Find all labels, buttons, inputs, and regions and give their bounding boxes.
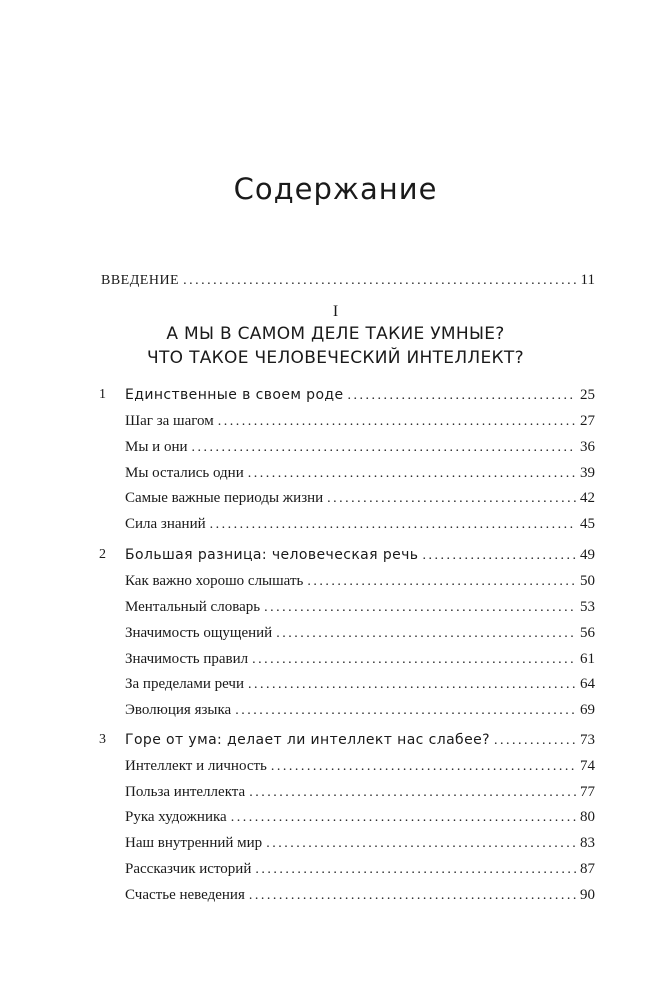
dot-leader (266, 833, 576, 855)
section-page: 50 (580, 573, 595, 589)
section-page: 90 (580, 887, 595, 903)
dot-leader (183, 270, 576, 292)
toc-section (125, 699, 595, 721)
section-page: 87 (580, 861, 595, 877)
toc-section (125, 673, 595, 695)
section-title: Рассказчик историй (125, 861, 252, 877)
chapter-page: 49 (580, 547, 595, 563)
dot-leader (249, 782, 576, 804)
section-page: 61 (580, 651, 595, 667)
dot-leader (348, 385, 576, 407)
toc-section (125, 436, 595, 458)
toc-entry-page: 11 (580, 272, 595, 288)
section-title: Сила знаний (125, 516, 206, 532)
toc-entry-intro (101, 269, 595, 291)
toc-chapter (101, 544, 595, 566)
chapter-title: Горе от ума: делает ли интеллект нас слабее? (125, 732, 490, 748)
section-title: Мы и они (125, 439, 188, 455)
dot-leader (327, 488, 576, 510)
section-title: Рука художника (125, 809, 227, 825)
dot-leader (252, 649, 576, 671)
section-title: Самые важные периоды жизни (125, 490, 324, 506)
dot-leader (249, 885, 576, 907)
dot-leader (264, 597, 576, 619)
section-page: 74 (580, 758, 595, 774)
chapter-title: Единственные в своем роде (125, 387, 344, 403)
dot-leader (248, 463, 576, 485)
chapter-page: 25 (580, 387, 595, 403)
toc-section (125, 622, 595, 644)
section-page: 80 (580, 809, 595, 825)
chapter-page: 73 (580, 732, 595, 748)
section-title: Значимость ощущений (125, 625, 273, 641)
chapter-number: 2 (99, 547, 106, 562)
part-title-line-1: А МЫ В САМОМ ДЕЛЕ ТАКИЕ УМНЫЕ? (166, 324, 505, 344)
dot-leader (276, 623, 576, 645)
section-title: Как важно хорошо слышать (125, 573, 304, 589)
section-page: 36 (580, 439, 595, 455)
section-title: Счастье неведения (125, 887, 245, 903)
chapter-title: Большая разница: человеческая речь (125, 547, 419, 563)
toc-section (125, 596, 595, 618)
dot-leader (218, 411, 576, 433)
section-page: 27 (580, 413, 595, 429)
toc-section (125, 487, 595, 509)
section-page: 69 (580, 702, 595, 718)
dot-leader (271, 756, 576, 778)
toc-section (125, 513, 595, 535)
dot-leader (248, 674, 576, 696)
toc-entry-label: ВВЕДЕНИЕ (101, 273, 180, 288)
toc-section (125, 806, 595, 828)
section-title: За пределами речи (125, 676, 244, 692)
toc-section (125, 755, 595, 777)
section-page: 56 (580, 625, 595, 641)
section-title: Наш внутренний мир (125, 835, 263, 851)
dot-leader (494, 730, 576, 752)
toc-section (125, 832, 595, 854)
toc-section (125, 781, 595, 803)
section-title: Эволюция языка (125, 702, 232, 718)
chapter-number: 3 (99, 732, 106, 747)
section-title: Ментальный словарь (125, 599, 261, 615)
part-numeral: I (332, 303, 339, 320)
dot-leader (307, 571, 576, 593)
part-heading (0, 302, 671, 370)
toc-section (125, 570, 595, 592)
toc-section (125, 884, 595, 906)
toc-section (125, 462, 595, 484)
section-title: Мы остались одни (125, 465, 244, 481)
chapter-number: 1 (99, 387, 106, 402)
toc-section (125, 858, 595, 880)
section-page: 64 (580, 676, 595, 692)
dot-leader (210, 514, 576, 536)
section-title: Значимость правил (125, 651, 249, 667)
section-title: Шаг за шагом (125, 413, 214, 429)
section-page: 77 (580, 784, 595, 800)
section-page: 83 (580, 835, 595, 851)
section-page: 53 (580, 599, 595, 615)
toc-chapter (101, 384, 595, 406)
dot-leader (255, 859, 576, 881)
toc-section (125, 410, 595, 432)
section-title: Интеллект и личность (125, 758, 267, 774)
dot-leader (231, 807, 576, 829)
section-page: 42 (580, 490, 595, 506)
part-title-line-2: ЧТО ТАКОЕ ЧЕЛОВЕЧЕСКИЙ ИНТЕЛЛЕКТ? (147, 348, 524, 368)
dot-leader (422, 545, 576, 567)
dot-leader (235, 700, 576, 722)
section-title: Польза интеллекта (125, 784, 246, 800)
toc-chapter (101, 729, 595, 751)
page-title: Содержание (233, 172, 438, 206)
toc-section (125, 648, 595, 670)
dot-leader (192, 437, 577, 459)
section-page: 45 (580, 516, 595, 532)
section-page: 39 (580, 465, 595, 481)
